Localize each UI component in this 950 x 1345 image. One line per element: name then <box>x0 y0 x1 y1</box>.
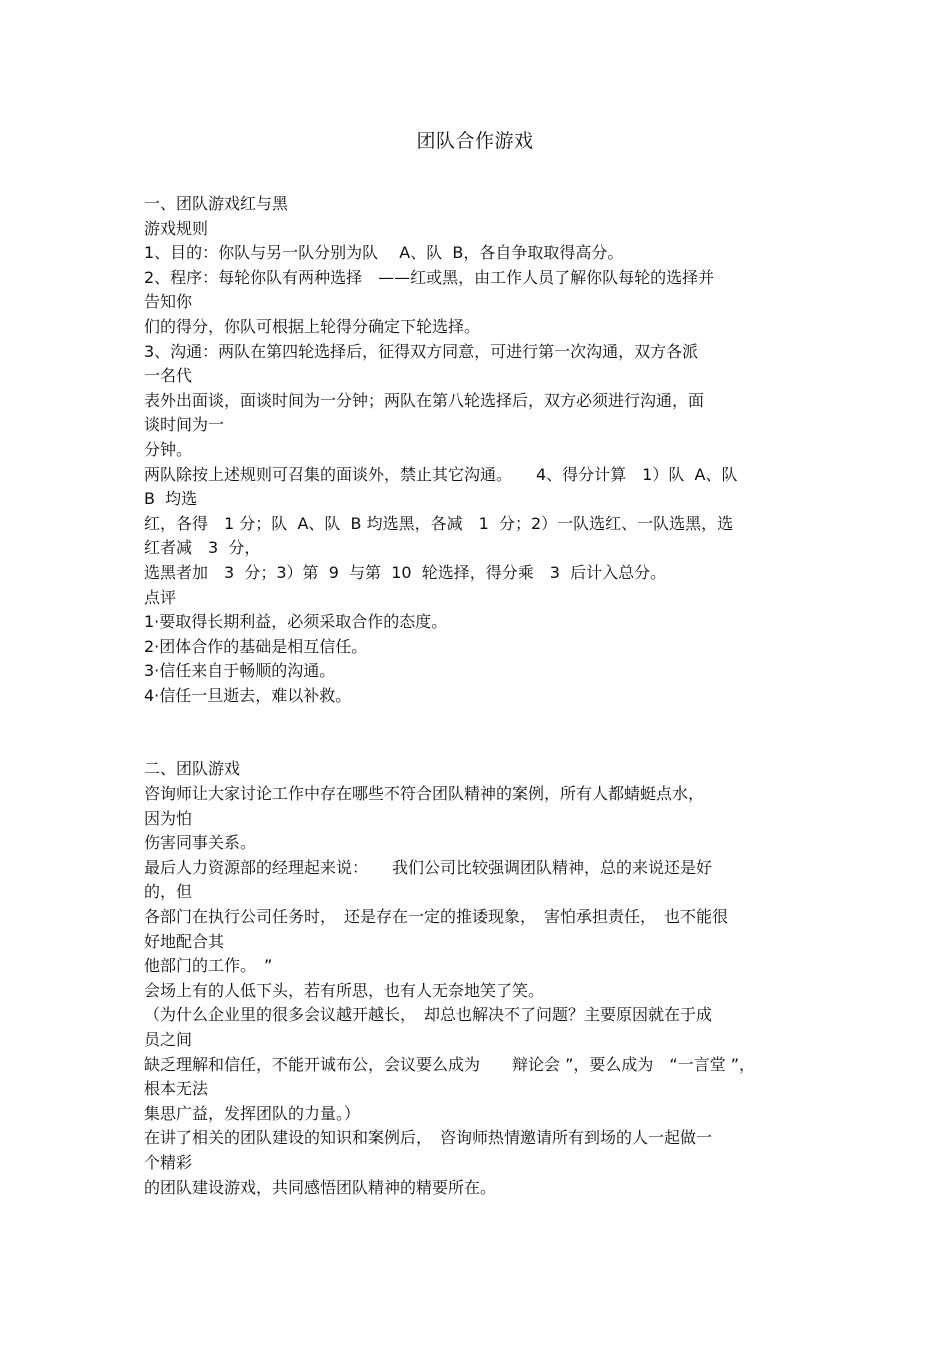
text-line: 们的得分，你队可根据上轮得分确定下轮选择。 <box>144 316 481 336</box>
text-line: 表外出面谈，面谈时间为一分钟；两队在第八轮选择后，双方必须进行沟通，面 <box>144 390 705 410</box>
text-line: 4·信任一旦逝去，难以补救。 <box>144 685 352 705</box>
text-line: 伤害同事关系。 <box>144 833 257 853</box>
text-line: B 均选 <box>144 489 198 509</box>
text-line: 集思广益，发挥团队的力量。） <box>144 1103 361 1123</box>
text-line: 各部门在执行公司任务时， 还是存在一定的推诿现象， 害怕承担责任， 也不能很 <box>144 907 729 927</box>
text-line: 个精彩 <box>144 1152 193 1172</box>
text-line: （为什么企业里的很多会议越开越长， 却总也解决不了问题？主要原因就在于成 <box>144 1005 713 1025</box>
text-line: 谈时间为一 <box>144 415 225 435</box>
text-line: 会场上有的人低下头，若有所思，也有人无奈地笑了笑。 <box>144 980 545 1000</box>
document-title: 团队合作游戏 <box>416 130 534 152</box>
text-line: 2、程序：每轮你队有两种选择 ——红或黑，由工作人员了解你队每轮的选择并 <box>144 267 715 287</box>
section-1-lines <box>144 217 814 709</box>
text-line: 2·团体合作的基础是相互信任。 <box>144 636 368 656</box>
text-line: 根本无法 <box>144 1079 209 1099</box>
text-line: 一名代 <box>144 366 193 386</box>
text-line: 告知你 <box>144 292 193 312</box>
text-line: 点评 <box>144 587 177 607</box>
text-line: 缺乏理解和信任，不能开诚布公，会议要么成为 辩论会 ”，要么成为 “一言堂 ”， <box>144 1054 756 1074</box>
text-line: 1、目的：你队与另一队分别为队 A、队 B，各自争取取得高分。 <box>144 243 624 263</box>
text-line: 他部门的工作。 ” <box>144 956 273 976</box>
text-line: 3、沟通：两队在第四轮选择后，征得双方同意，可进行第一次沟通，双方各派 <box>144 341 699 361</box>
text-line: 红者减 3 分， <box>144 538 261 558</box>
text-line: 分钟。 <box>144 439 193 459</box>
text-line: 两队除按上述规则可召集的面谈外，禁止其它沟通。 4、得分计算 1）队 A、队 <box>144 464 738 484</box>
text-line: 3·信任来自于畅顺的沟通。 <box>144 661 336 681</box>
text-line: 的团队建设游戏，共同感悟团队精神的精要所在。 <box>144 1177 497 1197</box>
document-body <box>144 192 814 1200</box>
text-line: 游戏规则 <box>144 218 209 238</box>
section-heading-1: 一、团队游戏红与黑 <box>144 194 289 213</box>
text-line: 好地配合其 <box>144 931 225 951</box>
section-heading-2: 二、团队游戏 <box>144 759 241 779</box>
text-line: 红，各得 1 分；队 A、队 B 均选黑，各减 1 分；2）一队选红、一队选黑，选 <box>144 513 734 533</box>
text-line: 最后人力资源部的经理起来说： 我们公司比较强调团队精神，总的来说还是好 <box>144 857 713 877</box>
text-line: 因为怕 <box>144 808 193 828</box>
text-line: 在讲了相关的团队建设的知识和案例后， 咨询师热情邀请所有到场的人一起做一 <box>144 1128 713 1148</box>
section-spacer <box>144 708 814 757</box>
text-line: 1·要取得长期利益，必须采取合作的态度。 <box>144 612 448 632</box>
text-line: 的，但 <box>144 882 193 902</box>
text-line: 选黑者加 3 分；3）第 9 与第 10 轮选择，得分乘 3 后计入总分。 <box>144 562 667 582</box>
text-line: 员之间 <box>144 1030 193 1049</box>
section-2-lines <box>144 782 814 1200</box>
text-line: 咨询师让大家讨论工作中存在哪些不符合团队精神的案例，所有人都蜻蜓点水， <box>144 784 705 804</box>
